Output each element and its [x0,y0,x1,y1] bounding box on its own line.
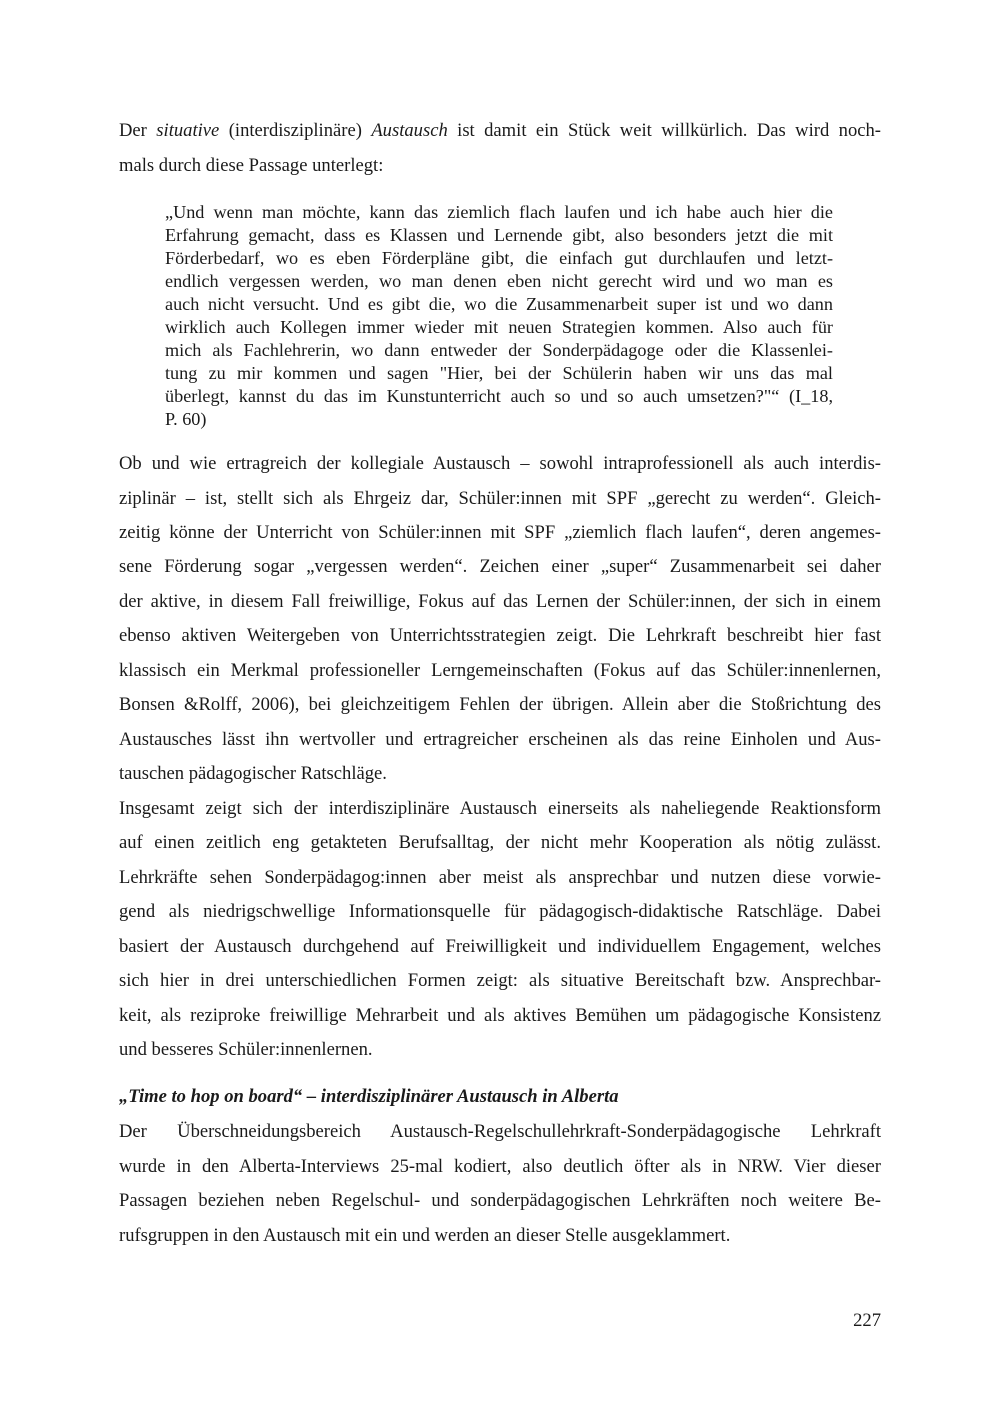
intro-text: Der [119,120,157,141]
paragraph-line: der aktive, in diesem Fall freiwillige, Fokus auf das Lernen der Schüler:innen, der sich in einem [119,591,881,612]
quote-line: P. 60) [165,409,207,429]
intro-emphasis-situative: situative [156,120,220,141]
quote-line: tung zu mir kommen und sagen "Hier, bei der Schülerin haben wir uns das mal [165,363,833,383]
paragraph-line: basiert der Austausch durchgehend auf Freiwilligkeit und individuellem Engagement, welches [119,936,881,957]
paragraph-line: sene Förderung sogar „vergessen werden“. Zeichen einer „super“ Zusammenarbeit sei daher [119,556,881,577]
paragraph-line: Passagen beziehen neben Regelschul- und sonderpädagogischen Lehrkräften noch weitere Be- [119,1190,881,1211]
section-heading: „Time to hop on board“ – interdisziplinärer Austausch in Alberta [119,1086,619,1107]
intro-text: (interdisziplinäre) [219,120,372,141]
quote-line: Erfahrung gemacht, dass es Klassen und Lernende gibt, also besonders jetzt die mit [165,225,833,245]
paragraph-line: sich hier in drei unterschiedlichen Formen zeigt: als situative Bereitschaft bzw. Ansprechbar- [119,970,881,991]
paragraph-line: ziplinär – ist, stellt sich als Ehrgeiz dar, Schüler:innen mit SPF „gerecht zu werden“. Gleich- [119,488,881,509]
quote-line: überlegt, kannst du das im Kunstunterricht auch so und so auch umsetzen?"“ (I_18, [165,386,833,406]
quote-line: endlich vergessen werden, wo man denen eben nicht gerecht wird und wo man es [165,271,833,291]
quote-line: auch nicht versucht. Und es gibt die, wo die Zusammenarbeit super ist und wo dann [165,294,833,314]
quote-line: mich als Fachlehrerin, wo dann entweder der Sonderpädagoge oder die Klassenlei- [165,340,833,360]
intro-line-1 [119,119,881,143]
paragraph-line: wurde in den Alberta-Interviews 25-mal kodiert, also deutlich öfter als in NRW. Vier dieser [119,1156,881,1177]
quote-line: „Und wenn man möchte, kann das ziemlich flach laufen und ich habe auch hier die [165,202,833,222]
paragraph-line: Insgesamt zeigt sich der interdisziplinäre Austausch einerseits als naheliegende Reaktionsform [119,798,881,819]
paragraph-line: Austausches lässt ihn wertvoller und ertragreicher erscheinen als das reine Einholen und Aus- [119,729,881,750]
quote-line: wirklich auch Kollegen immer wieder mit neuen Strategien kommen. Also auch für [165,317,833,337]
intro-text: ist damit ein Stück weit willkürlich. Das wird noch- [447,120,881,141]
paragraph-line: rufsgruppen in den Austausch mit ein und werden an dieser Stelle ausgeklammert. [119,1225,731,1246]
paragraph-line: ebenso aktiven Weitergeben von Unterrichtsstrategien zeigt. Die Lehrkraft beschreibt hier fast [119,625,881,646]
paragraph-line: Bonsen &Rolff, 2006), bei gleichzeitigem Fehlen der übrigen. Allein aber die Stoßrichtung des [119,694,881,715]
quote-line: Förderbedarf, wo es eben Förderpläne gibt, die einfach gut durchlaufen und letzt- [165,248,833,268]
paragraph-line: keit, als reziproke freiwillige Mehrarbeit und als aktives Bemühen um pädagogische Konsistenz [119,1005,881,1026]
paragraph-line: klassisch ein Merkmal professioneller Lerngemeinschaften (Fokus auf das Schüler:innenlernen, [119,660,881,681]
paragraph-line: Der Überschneidungsbereich Austausch-Regelschullehrkraft-Sonderpädagogische Lehrkraft [119,1121,881,1142]
intro-emphasis-austausch: Austausch [371,120,448,141]
paragraph-line: und besseres Schüler:innenlernen. [119,1039,373,1060]
paragraph-line: auf einen zeitlich eng getakteten Berufsalltag, der nicht mehr Kooperation als nötig zulässt. [119,832,881,853]
page-number: 227 [853,1310,881,1331]
paragraph-line: Ob und wie ertragreich der kollegiale Austausch – sowohl intraprofessionell als auch interdis- [119,453,881,474]
paragraph-line: zeitig könne der Unterricht von Schüler:innen mit SPF „ziemlich flach laufen“, deren angemes- [119,522,881,543]
paragraph-line: tauschen pädagogischer Ratschläge. [119,763,387,784]
paragraph-line: gend als niedrigschwellige Informationsquelle für pädagogisch-didaktische Ratschläge. Dabei [119,901,881,922]
intro-line-2: mals durch diese Passage unterlegt: [119,155,384,176]
paragraph-line: Lehrkräfte sehen Sonderpädagog:innen aber meist als ansprechbar und nutzen diese vorwie- [119,867,881,888]
